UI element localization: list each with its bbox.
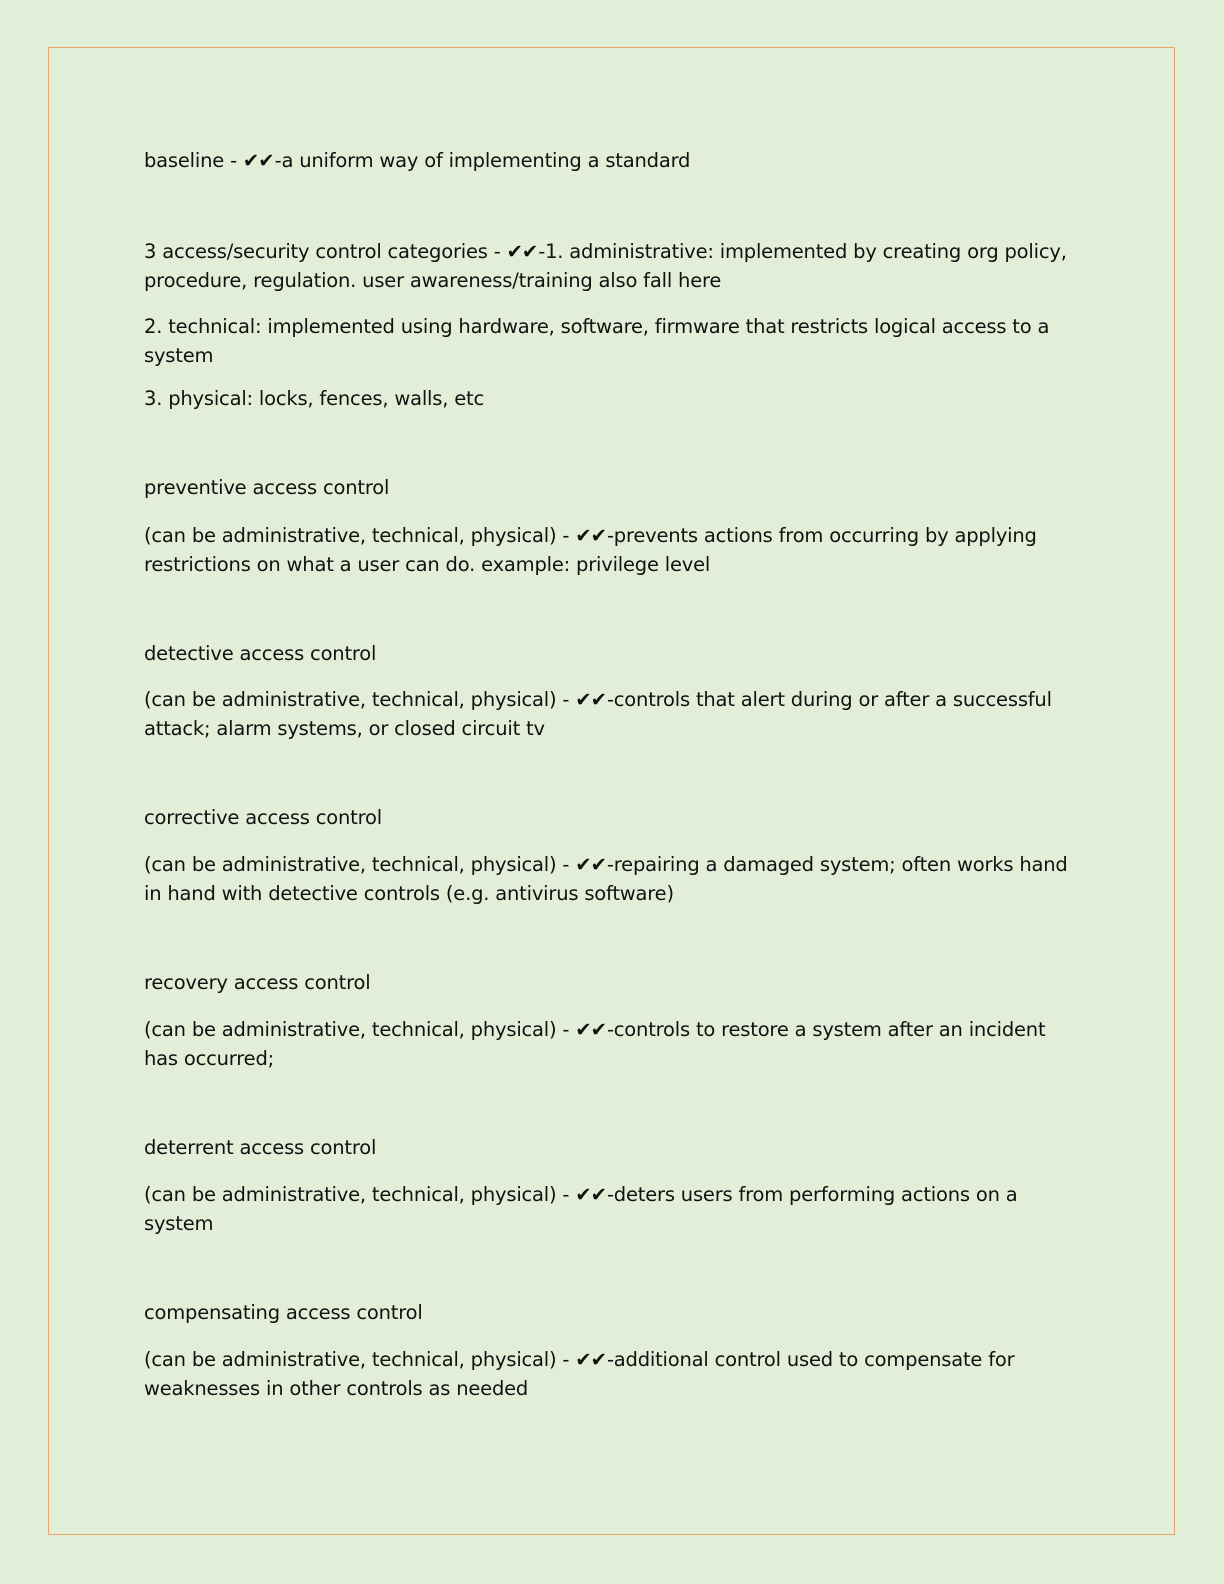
- definition-text: -prevents actions from occurring by applying restrictions on what a user can do. example: privilege level: [144, 524, 1037, 576]
- definition-text: -1. administrative: implemented by creating org policy, procedure, regulation. user awareness/training also fall here: [144, 240, 1067, 292]
- term-lead: baseline -: [144, 149, 243, 172]
- baseline-definition: [144, 146, 1084, 175]
- term-lead: (can be administrative, technical, physical) -: [144, 1018, 576, 1041]
- category-item-technical: 2. technical: implemented using hardware, software, firmware that restricts logical access to a system: [144, 315, 1050, 367]
- definition-text: -repairing a damaged system; often works hand in hand with detective controls (e.g. antivirus software): [144, 853, 1068, 905]
- term-heading: compensating access control: [144, 1301, 423, 1324]
- checkmark-icon: ✔✔: [575, 688, 606, 711]
- category-item-physical: 3. physical: locks, fences, walls, etc: [144, 387, 484, 410]
- document-body: [144, 146, 1084, 1403]
- term-definition: [144, 1345, 1084, 1403]
- term-lead: (can be administrative, technical, physical) -: [144, 524, 576, 547]
- checkmark-icon: ✔✔: [575, 524, 606, 547]
- term-heading: preventive access control: [144, 476, 390, 499]
- checkmark-icon: ✔✔: [506, 240, 538, 263]
- term-lead: (can be administrative, technical, physical) -: [144, 1348, 576, 1371]
- categories-definition: [144, 237, 1084, 295]
- definition-text: -a uniform way of implementing a standard: [274, 149, 691, 172]
- definition-text: -controls to restore a system after an incident has occurred;: [144, 1018, 1046, 1070]
- term-heading: detective access control: [144, 642, 377, 665]
- term-heading: corrective access control: [144, 806, 382, 829]
- term-definition: [144, 850, 1084, 908]
- term-lead: 3 access/security control categories -: [144, 240, 507, 263]
- term-heading: recovery access control: [144, 971, 371, 994]
- term-definition: [144, 1180, 1084, 1238]
- term-heading: deterrent access control: [144, 1136, 377, 1159]
- term-lead: (can be administrative, technical, physical) -: [144, 1183, 576, 1206]
- checkmark-icon: ✔✔: [575, 1018, 606, 1041]
- checkmark-icon: ✔✔: [242, 149, 274, 172]
- definition-text: -deters users from performing actions on a system: [144, 1183, 1018, 1235]
- term-definition: [144, 521, 1084, 579]
- definition-text: -additional control used to compensate for weaknesses in other controls as needed: [144, 1348, 1015, 1400]
- term-lead: (can be administrative, technical, physical) -: [144, 688, 576, 711]
- definition-text: -controls that alert during or after a successful attack; alarm systems, or closed circuit tv: [144, 688, 1052, 740]
- checkmark-icon: ✔✔: [575, 1183, 606, 1206]
- checkmark-icon: ✔✔: [575, 853, 606, 876]
- term-lead: (can be administrative, technical, physical) -: [144, 853, 576, 876]
- checkmark-icon: ✔✔: [575, 1348, 606, 1371]
- term-definition: [144, 1015, 1084, 1073]
- term-definition: [144, 685, 1084, 743]
